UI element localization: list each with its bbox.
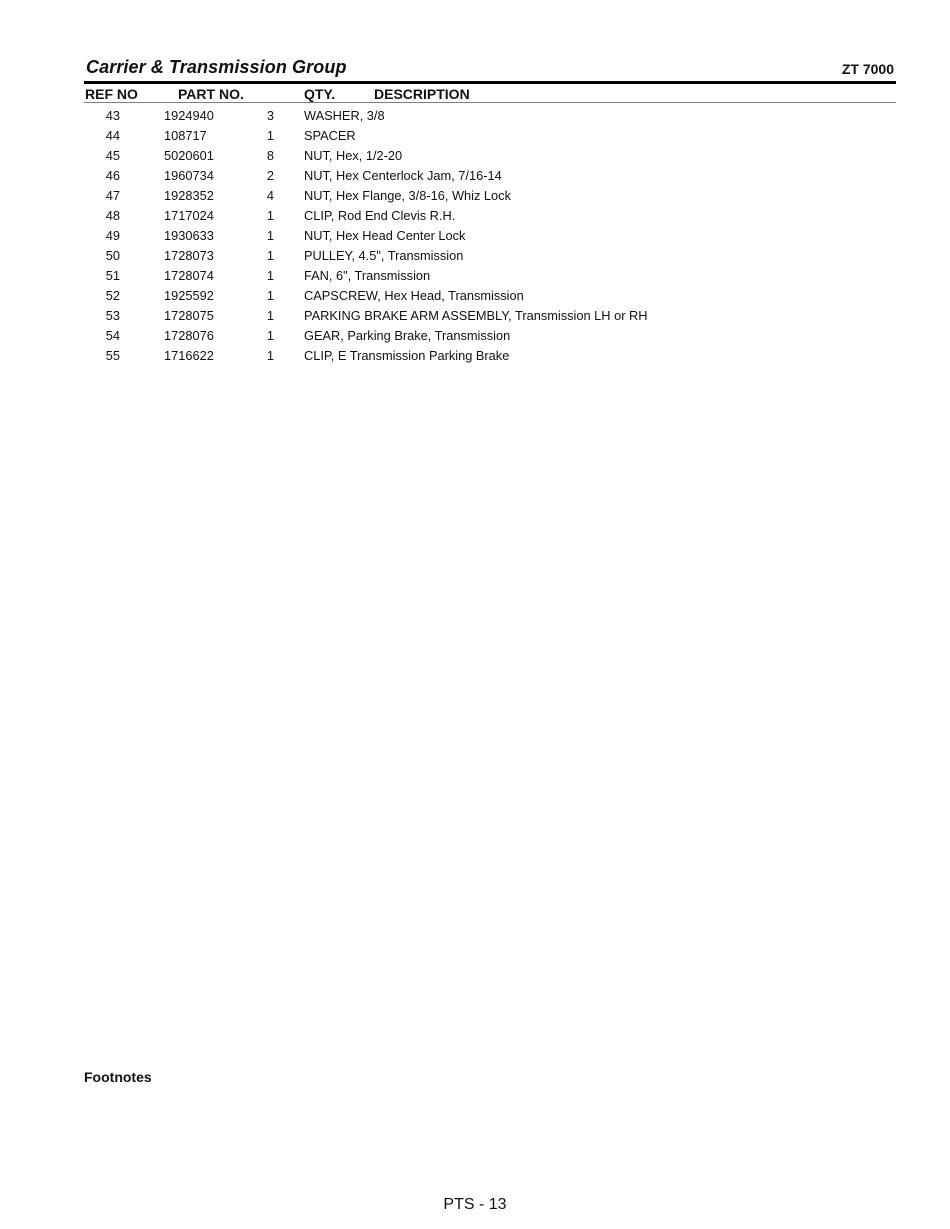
description-cell: NUT, Hex Head Center Lock: [304, 228, 466, 243]
part-no-cell: 1960734: [164, 168, 214, 183]
qty-cell: 1: [266, 128, 274, 143]
ref-no-cell: 49: [105, 228, 120, 243]
description-cell: NUT, Hex Centerlock Jam, 7/16-14: [304, 168, 502, 183]
qty-cell: 1: [266, 208, 274, 223]
part-no-cell: 1928352: [164, 188, 214, 203]
description-cell: PARKING BRAKE ARM ASSEMBLY, Transmission LH or RH: [304, 308, 648, 323]
page-number: PTS - 13: [443, 1196, 507, 1213]
parts-table-header: [84, 85, 896, 103]
parts-table-row: [84, 126, 896, 146]
part-no-cell: 1728075: [164, 308, 214, 323]
part-no-cell: 5020601: [164, 148, 214, 163]
qty-cell: 1: [266, 268, 274, 283]
ref-no-cell: 45: [105, 148, 120, 163]
parts-table-row: [84, 106, 896, 126]
ref-no-cell: 43: [105, 108, 120, 123]
ref-no-cell: 47: [105, 188, 120, 203]
part-no-cell: 1728074: [164, 268, 214, 283]
parts-table-row: [84, 246, 896, 266]
qty-cell: 4: [266, 188, 274, 203]
ref-no-cell: 55: [105, 348, 120, 363]
column-header-rule: [84, 102, 896, 103]
description-cell: NUT, Hex Flange, 3/8-16, Whiz Lock: [304, 188, 511, 203]
part-no-cell: 1930633: [164, 228, 214, 243]
qty-cell: 1: [266, 248, 274, 263]
ref-no-cell: 54: [105, 328, 120, 343]
qty-column-header: QTY.: [304, 86, 336, 102]
parts-table-row: [84, 146, 896, 166]
description-cell: SPACER: [304, 128, 356, 143]
parts-table-row: [84, 186, 896, 206]
ref-no-column-header: REF NO: [85, 86, 138, 102]
description-cell: GEAR, Parking Brake, Transmission: [304, 328, 511, 343]
qty-cell: 1: [266, 348, 274, 363]
part-no-cell: 1717024: [164, 208, 214, 223]
qty-cell: 3: [266, 108, 274, 123]
page-header: [84, 57, 896, 83]
qty-cell: 1: [266, 288, 274, 303]
parts-table-row: [84, 166, 896, 186]
description-column-header: DESCRIPTION: [374, 86, 470, 102]
ref-no-cell: 44: [105, 128, 120, 143]
part-no-cell: 1728076: [164, 328, 214, 343]
description-cell: WASHER, 3/8: [304, 108, 385, 123]
footnotes-title: Footnotes: [84, 1069, 152, 1085]
ref-no-cell: 50: [105, 248, 120, 263]
parts-table-row: [84, 266, 896, 286]
ref-no-cell: 51: [105, 268, 120, 283]
part-no-column-header: PART NO.: [178, 86, 244, 102]
header-rule: [84, 81, 896, 84]
part-no-cell: 1924940: [164, 108, 214, 123]
parts-table-row: [84, 206, 896, 226]
part-no-cell: 108717: [164, 128, 207, 143]
ref-no-cell: 52: [105, 288, 120, 303]
qty-cell: 8: [266, 148, 274, 163]
qty-cell: 1: [266, 308, 274, 323]
part-no-cell: 1728073: [164, 248, 214, 263]
qty-cell: 1: [266, 228, 274, 243]
description-cell: NUT, Hex, 1/2-20: [304, 148, 403, 163]
description-cell: CLIP, Rod End Clevis R.H.: [304, 208, 456, 223]
parts-table-row: [84, 286, 896, 306]
description-cell: CAPSCREW, Hex Head, Transmission: [304, 288, 524, 303]
parts-table-row: [84, 306, 896, 326]
qty-cell: 1: [266, 328, 274, 343]
parts-table-row: [84, 326, 896, 346]
description-cell: PULLEY, 4.5", Transmission: [304, 248, 464, 263]
part-no-cell: 1925592: [164, 288, 214, 303]
ref-no-cell: 53: [105, 308, 120, 323]
description-cell: CLIP, E Transmission Parking Brake: [304, 348, 510, 363]
section-title: Carrier & Transmission Group: [86, 57, 347, 77]
parts-table: [84, 106, 896, 366]
ref-no-cell: 46: [105, 168, 120, 183]
parts-table-row: [84, 226, 896, 246]
ref-no-cell: 48: [105, 208, 120, 223]
model-code: ZT 7000: [841, 61, 894, 77]
description-cell: FAN, 6", Transmission: [304, 268, 431, 283]
part-no-cell: 1716622: [164, 348, 214, 363]
parts-table-row: [84, 346, 896, 366]
qty-cell: 2: [266, 168, 274, 183]
